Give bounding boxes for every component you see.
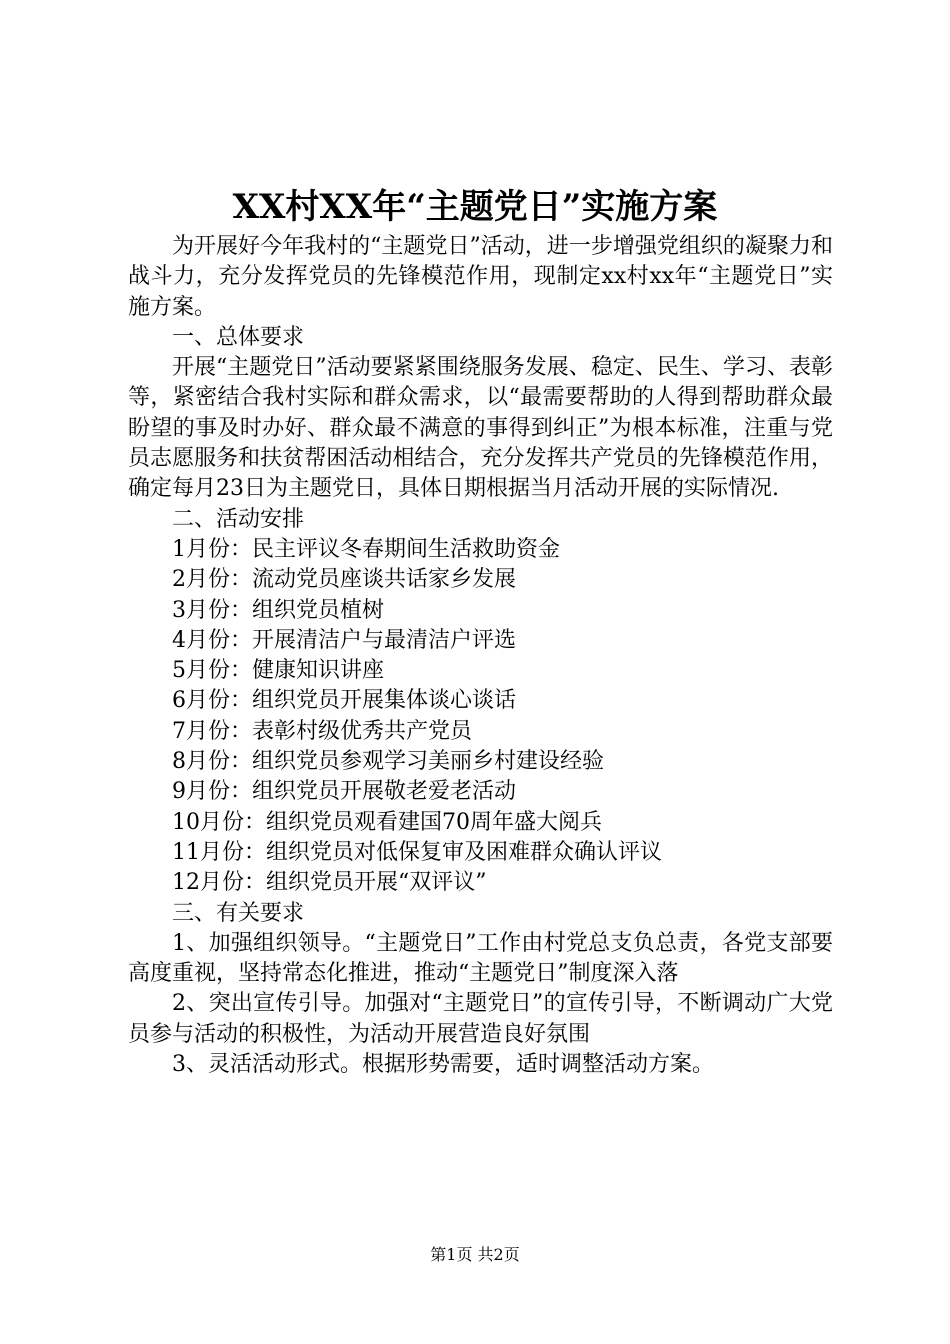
section-1-paragraph: 开展“主题党日”活动要紧紧围绕服务发展、稳定、民生、学习、表彰等，紧密结合我村实际和群众需求，以“最需要帮助的人得到帮助群众最盼望的事及时办好、群众最不满意的事得到纠正”为根本标准，注重与党员志愿服务和扶贫帮困活动相结合，充分发挥共产党员的先锋模范作用，确定每月23日为主题党日，具体日期根据当月活动开展的实际情况.	[128, 355, 833, 502]
list-item: 4月份：开展清洁户与最清洁户评选	[172, 627, 516, 653]
list-item: 10月份：组织党员观看建国70周年盛大阅兵	[172, 809, 602, 835]
section-3-heading: 三、有关要求	[172, 900, 305, 926]
list-item: 3月份：组织党员植树	[172, 597, 384, 623]
intro-paragraph: 为开展好今年我村的“主题党日”活动，进一步增强党组织的凝聚力和战斗力，充分发挥党员的先锋模范作用，现制定xx村xx年“主题党日”实施方案。	[128, 234, 833, 320]
list-item: 7月份：表彰村级优秀共产党员	[172, 718, 472, 744]
section-1-heading: 一、总体要求	[172, 324, 305, 350]
activity-schedule-list	[128, 535, 833, 899]
document-body	[128, 232, 833, 1080]
document-title: XX村XX年“主题党日”实施方案	[232, 187, 718, 227]
list-item: 11月份：组织党员对低保复审及困难群众确认评议	[172, 839, 662, 865]
section-2-heading: 二、活动安排	[172, 506, 305, 532]
requirement-item: 3、灵活活动形式。根据形势需要，适时调整活动方案。	[172, 1052, 714, 1078]
requirement-item: 1、加强组织领导。“主题党日”工作由村党总支负总责，各党支部要高度重视，坚持常态化推进，推动“主题党日”制度深入落	[128, 930, 833, 987]
list-item: 12月份：组织党员开展“双评议”	[172, 870, 487, 896]
list-item: 6月份：组织党员开展集体谈心谈话	[172, 688, 516, 714]
page-number-footer: 第1页 共2页	[430, 1245, 520, 1264]
list-item: 9月份：组织党员开展敬老爱老活动	[172, 779, 516, 805]
list-item: 8月份：组织党员参观学习美丽乡村建设经验	[172, 749, 604, 775]
list-item: 1月份：民主评议冬春期间生活救助资金	[172, 536, 560, 562]
list-item: 2月份：流动党员座谈共话家乡发展	[172, 567, 516, 593]
requirement-item: 2、突出宣传引导。加强对“主题党日”的宣传引导，不断调动广大党员参与活动的积极性，为活动开展营造良好氛围	[128, 991, 833, 1047]
list-item: 5月份：健康知识讲座	[172, 658, 384, 684]
